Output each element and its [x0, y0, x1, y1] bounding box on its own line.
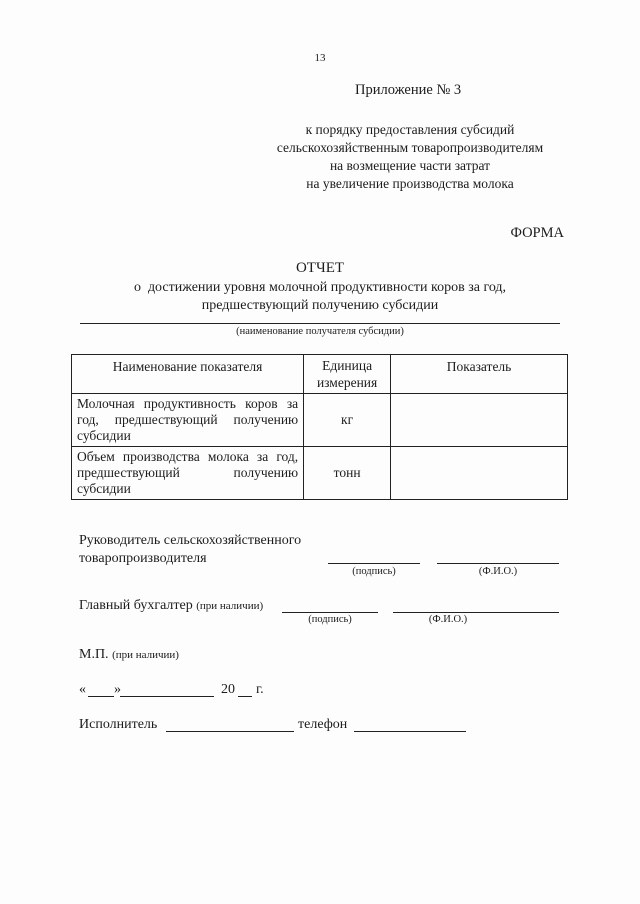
report-subtitle-line: предшествующий получению субсидии: [201, 298, 439, 313]
head-label-line: Руководитель сельскохозяйственного: [79, 533, 302, 548]
accountant-fio-line[interactable]: [393, 612, 559, 613]
accountant-signature-line[interactable]: [282, 612, 378, 613]
report-title: ОТЧЕТ: [295, 260, 345, 276]
date-year-line[interactable]: [238, 696, 252, 697]
accountant-label: [79, 597, 263, 615]
report-subtitle: [90, 279, 550, 315]
date-year-prefix: 20: [221, 682, 235, 697]
report-subtitle-line: о достижении уровня молочной продуктивности коров за год,: [133, 280, 507, 295]
head-signature-line[interactable]: [328, 563, 420, 564]
appendix-lines: [250, 121, 570, 193]
row-unit: кг: [304, 394, 391, 447]
header-unit: Единица измерения: [304, 355, 391, 394]
accountant-if-any: (при наличии): [196, 600, 264, 612]
row-unit: тонн: [304, 447, 391, 500]
appendix-line: сельскохозяйственным товаропроизводителям: [276, 140, 544, 155]
recipient-caption: (наименование получателя субсидии): [236, 326, 404, 337]
date-close-quote: »: [114, 682, 121, 697]
stamp-if-any: (при наличии): [112, 649, 179, 661]
head-fio-line[interactable]: [437, 563, 559, 564]
phone-label: телефон: [298, 717, 348, 732]
indicators-table: [71, 354, 568, 500]
head-fio-caption: (Ф.И.О.): [478, 566, 518, 577]
head-label: [79, 532, 301, 568]
appendix-line: на возмещение части затрат: [329, 158, 491, 173]
header-indicator-name: Наименование показателя: [72, 355, 304, 394]
date-year-suffix: г.: [256, 682, 264, 697]
appendix-line: на увеличение производства молока: [306, 176, 514, 191]
head-signature-caption: (подпись): [352, 566, 396, 577]
date-month-line[interactable]: [120, 696, 214, 697]
recipient-name-line[interactable]: [80, 323, 560, 324]
accountant-fio-caption: (Ф.И.О.): [428, 614, 468, 625]
accountant-signature-caption: (подпись): [308, 614, 352, 625]
date-open-quote: «: [79, 682, 86, 697]
header-value: Показатель: [391, 355, 568, 394]
phone-line[interactable]: [354, 731, 466, 732]
row-value-cell[interactable]: [391, 394, 568, 447]
date-day-line[interactable]: [88, 696, 114, 697]
row-value-cell[interactable]: [391, 447, 568, 500]
stamp-abbrev: М.П.: [79, 647, 109, 662]
stamp-label: [79, 646, 179, 664]
executor-label: Исполнитель: [79, 717, 158, 732]
head-label-line: товаропроизводителя: [79, 551, 207, 566]
appendix-title: Приложение № 3: [355, 82, 462, 98]
page-number: 13: [314, 52, 326, 64]
table-header-row: [72, 355, 568, 394]
table-row: [72, 447, 568, 500]
accountant-title: Главный бухгалтер: [79, 598, 193, 613]
row-indicator-name: Молочная продуктивность коров за год, предшествующий получению субсидии: [72, 394, 304, 447]
executor-name-line[interactable]: [166, 731, 294, 732]
forma-label: ФОРМА: [510, 225, 564, 241]
appendix-line: к порядку предоставления субсидий: [305, 122, 515, 137]
table-row: [72, 394, 568, 447]
row-indicator-name: Объем производства молока за год, предшествующий получению субсидии: [72, 447, 304, 500]
